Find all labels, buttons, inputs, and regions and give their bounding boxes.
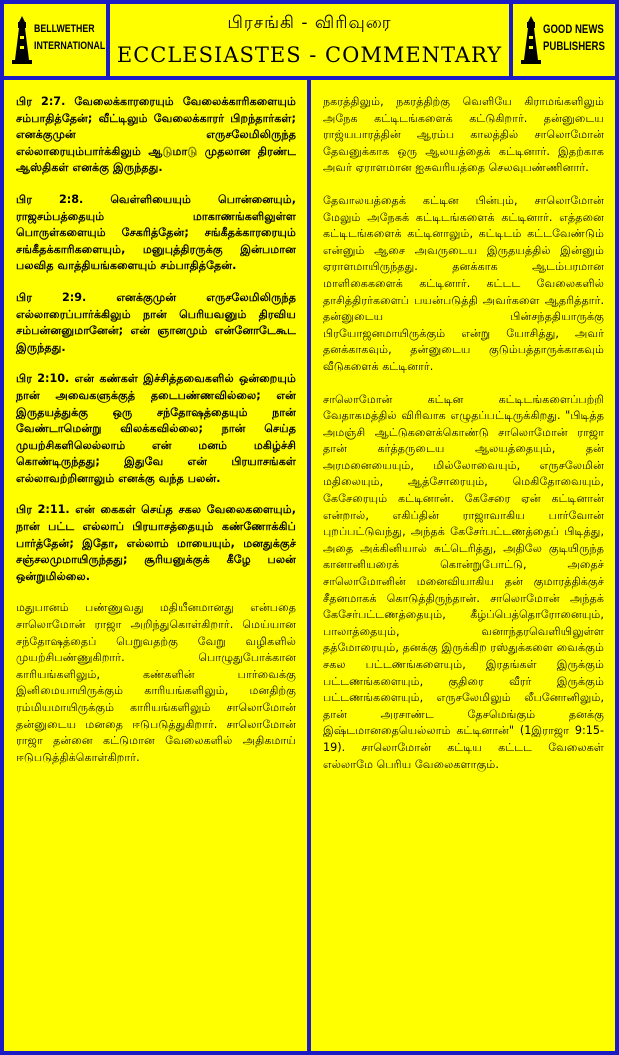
right-column: [311, 80, 615, 1051]
logo-left-line2: INTERNATIONAL: [34, 40, 106, 52]
good-news-logo: [513, 4, 615, 76]
lighthouse-icon: [10, 16, 34, 64]
commentary-paragraph: சாலொமோன் கட்டின கட்டிடங்களைப்பற்றி வேதாகமத்தில் விரிவாக எழுதப்பட்டிருக்கிறது. "பிடித்த அமஞ்சி ஆட்டுகளைக்கொண்டு சாலொமோன் ராஜா தான் கர்த்தருடைய ஆலயத்தையும், தன் அரமனையையும், மில்லோவையும், எருசலேமின் மதிலையும், ஆத்சோரையும், மெகிதோவையும், கேசேரையும் கட்டினான். கேசேரை ஏன் கட்டினான் என்றால், எகிப்தின் ராஜாவாகிய பார்வோன் புறப்பட்டுவந்து, அந்தக் கேசேர்பட்டணத்தைப் பிடித்து, அதை அக்கினியால் சுட்டெரித்து, அதிலே குடியிருந்த கானானியரைக் கொன்றுபோட்டு, அதைச் சாலொமோனின் மனைவியாகிய தன் குமாரத்திக்குச் சீதனமாகக் கொடுத்திருந்தான். சாலொமோன் அந்தக் கேசேர்பட்டணத்தையும், கீழ்ப்பெத்தொரோனையும், பாலாத்தையும், வனாந்தரவெளியிலுள்ள தத்மோரையும், தனக்கு இருக்கிற ரஸ்துக்களை வைக்கும் சகல பட்டணங்களையும், இரதங்கள் இருக்கும் பட்டணங்களையும், குதிரை வீரர் இருக்கும் பட்டணங்களையும், எருசலேமிலும் லீபனோனிலும், தான் அரசாண்ட தேசமெங்கும் தனக்கு இஷ்டமானதையெல்லாம் கட்டினான்" (1இராஜா 9:15-19). சாலொமோன் கட்டிய கட்டட வேலைகள் எல்லாமே பெரிய வேலைகளாகும்.: [323, 392, 604, 771]
commentary-paragraph: மதுபானம் பண்ணுவது மதியீனமானது என்பதை சாலொமோன் ராஜா அறிந்துகொள்கிறார். மெய்யான சந்தோஷத்தைப் பெறுவதற்கு வேறு வழிகளில் முயற்சிபண்ணுகிறார். பொழுதுபோக்கான காரியங்களிலும், கண்களின் பார்வைக்கு இனிமையாயிருக்கும் காரியங்களிலும், மனதிற்கு ரம்மியமாயிருக்கும் காரியங்களிலும் சாலொமோன் தன்னுடைய மனதை ஈடுபடுத்துகிறார். சாலொமோன் ராஜா தன்னை கட்டுமான வேலைகளில் அதிகமாய் ஈடுபடுத்திக்கொள்கிறார்.: [16, 601, 296, 764]
left-column: [4, 80, 307, 1051]
logo-left-line1: BELLWETHER: [34, 23, 95, 35]
title-english: ECCLESIASTES - COMMENTARY: [116, 43, 503, 67]
bellwether-logo: [4, 4, 106, 76]
lighthouse-icon: [519, 16, 543, 64]
commentary-paragraph: தேவாலயத்தைக் கட்டின பின்பும், சாலொமோன் மேலும் அநேகக் கட்டிடங்களைக் கட்டினார். எத்தனை கட்டிடங்களைக் கட்டினாலும், கட்டிடம் கட்டவேண்டும் என்னும் ஆசை அவருடைய இருதயத்தில் இன்னும் ஏராளமாயிருந்தது. தனக்காக ஆடம்பரமான மாளிகைகளைக் கட்டினார். கட்டட வேலைகளில் தாசித்திரர்களைப் பயன்படுத்தி அவர்களை ஆதரித்தார். தன்னுடைய பின்சந்ததியாருக்கு பிரயோஜனமாயிருக்கும் என்று யோசித்து, அவர் தனக்காகவும், தன்னுடைய குடும்பத்தாருக்காகவும் வீடுகளைக் கட்டினார்.: [323, 193, 604, 373]
verse-2-9: பிர 2:9. எனக்குமுன் எருசலேமிலிருந்த எல்லாரைப்பார்க்கிலும் நான் பெரியவனும் திரவிய சம்பன்னனுமானேன்; என் ஞானமும் என்னோடேகூட இருந்தது.: [16, 290, 296, 354]
title-tamil: பிரசங்கி - விரிவுரை: [227, 13, 392, 33]
verse-2-7: பிர 2:7. வேலைக்காரரையும் வேலைக்காரிகளையும் சம்பாதித்தேன்; வீட்டிலும் வேலைக்காரர் பிறந்தார்கள்; எனக்குமுன் எருசலேமிலிருந்த எல்லாரையும்பார்க்கிலும் ஆடுமாடு முதலான திரண்ட ஆஸ்திகள் எனக்கு இருந்தது.: [16, 95, 296, 175]
verse-2-8: பிர 2:8. வெள்ளியையும் பொன்னையும், ராஜசம்பத்தையும் மாகாணங்களிலுள்ள பொருள்களையும் சேகரித்தேன்; சங்கீதக்காரரையும் சங்கீதக்காரிகளையும், மனுபுத்திரருக்கு இன்பமான பலவித வாத்தியங்களையும் சம்பாதித்தேன்.: [16, 192, 296, 273]
verse-2-10: பிர 2:10. என் கண்கள் இச்சித்தவைகளில் ஒன்றையும் நான் அவைகளுக்குத் தடைபண்ணவில்லை; என் இருதயத்துக்கு ஒரு சந்தோஷத்தையும் நான் வேண்டாமென்று விலக்கவில்லை; நான் செய்த முயற்சிகளிலெல்லாம் என் மனம் மகிழ்ச்சி கொண்டிருந்தது; இதுவே என் பிரயாசங்கள் எல்லாவற்றினாலும் எனக்கு வந்த பலன்.: [16, 372, 296, 485]
logo-right-line2: PUBLISHERS: [543, 39, 605, 53]
logo-right-line1: GOOD NEWS: [543, 22, 604, 36]
commentary-paragraph: நகரத்திலும், நகரத்திற்கு வெளியே கிராமங்களிலும் அநேக கட்டிடங்களைக் கட்டுகிறார். தன்னுடைய ராஜ்யபாரத்தின் ஆரம்ப காலத்தில் சாலொமோன் தேவனுக்காக ஒரு ஆலயத்தைக் கட்டினார். இதற்காக அவர் ஏராளமான ஐசுவரியத்தை செலவுபண்ணினார்.: [323, 95, 604, 175]
verse-2-11: பிர 2:11. என் கைகள் செய்த சகல வேலைகளையும், நான் பட்ட எல்லாப் பிரயாசத்தையும் கண்ணோக்கிப் பார்த்தேன்; இதோ, எல்லாம் மாயையும், மனதுக்குச் சஞ்சலமுமாயிருந்தது; சூரியனுக்குக் கீழே பலன் ஒன்றுமில்லை.: [16, 503, 296, 583]
page-header: [110, 4, 509, 76]
